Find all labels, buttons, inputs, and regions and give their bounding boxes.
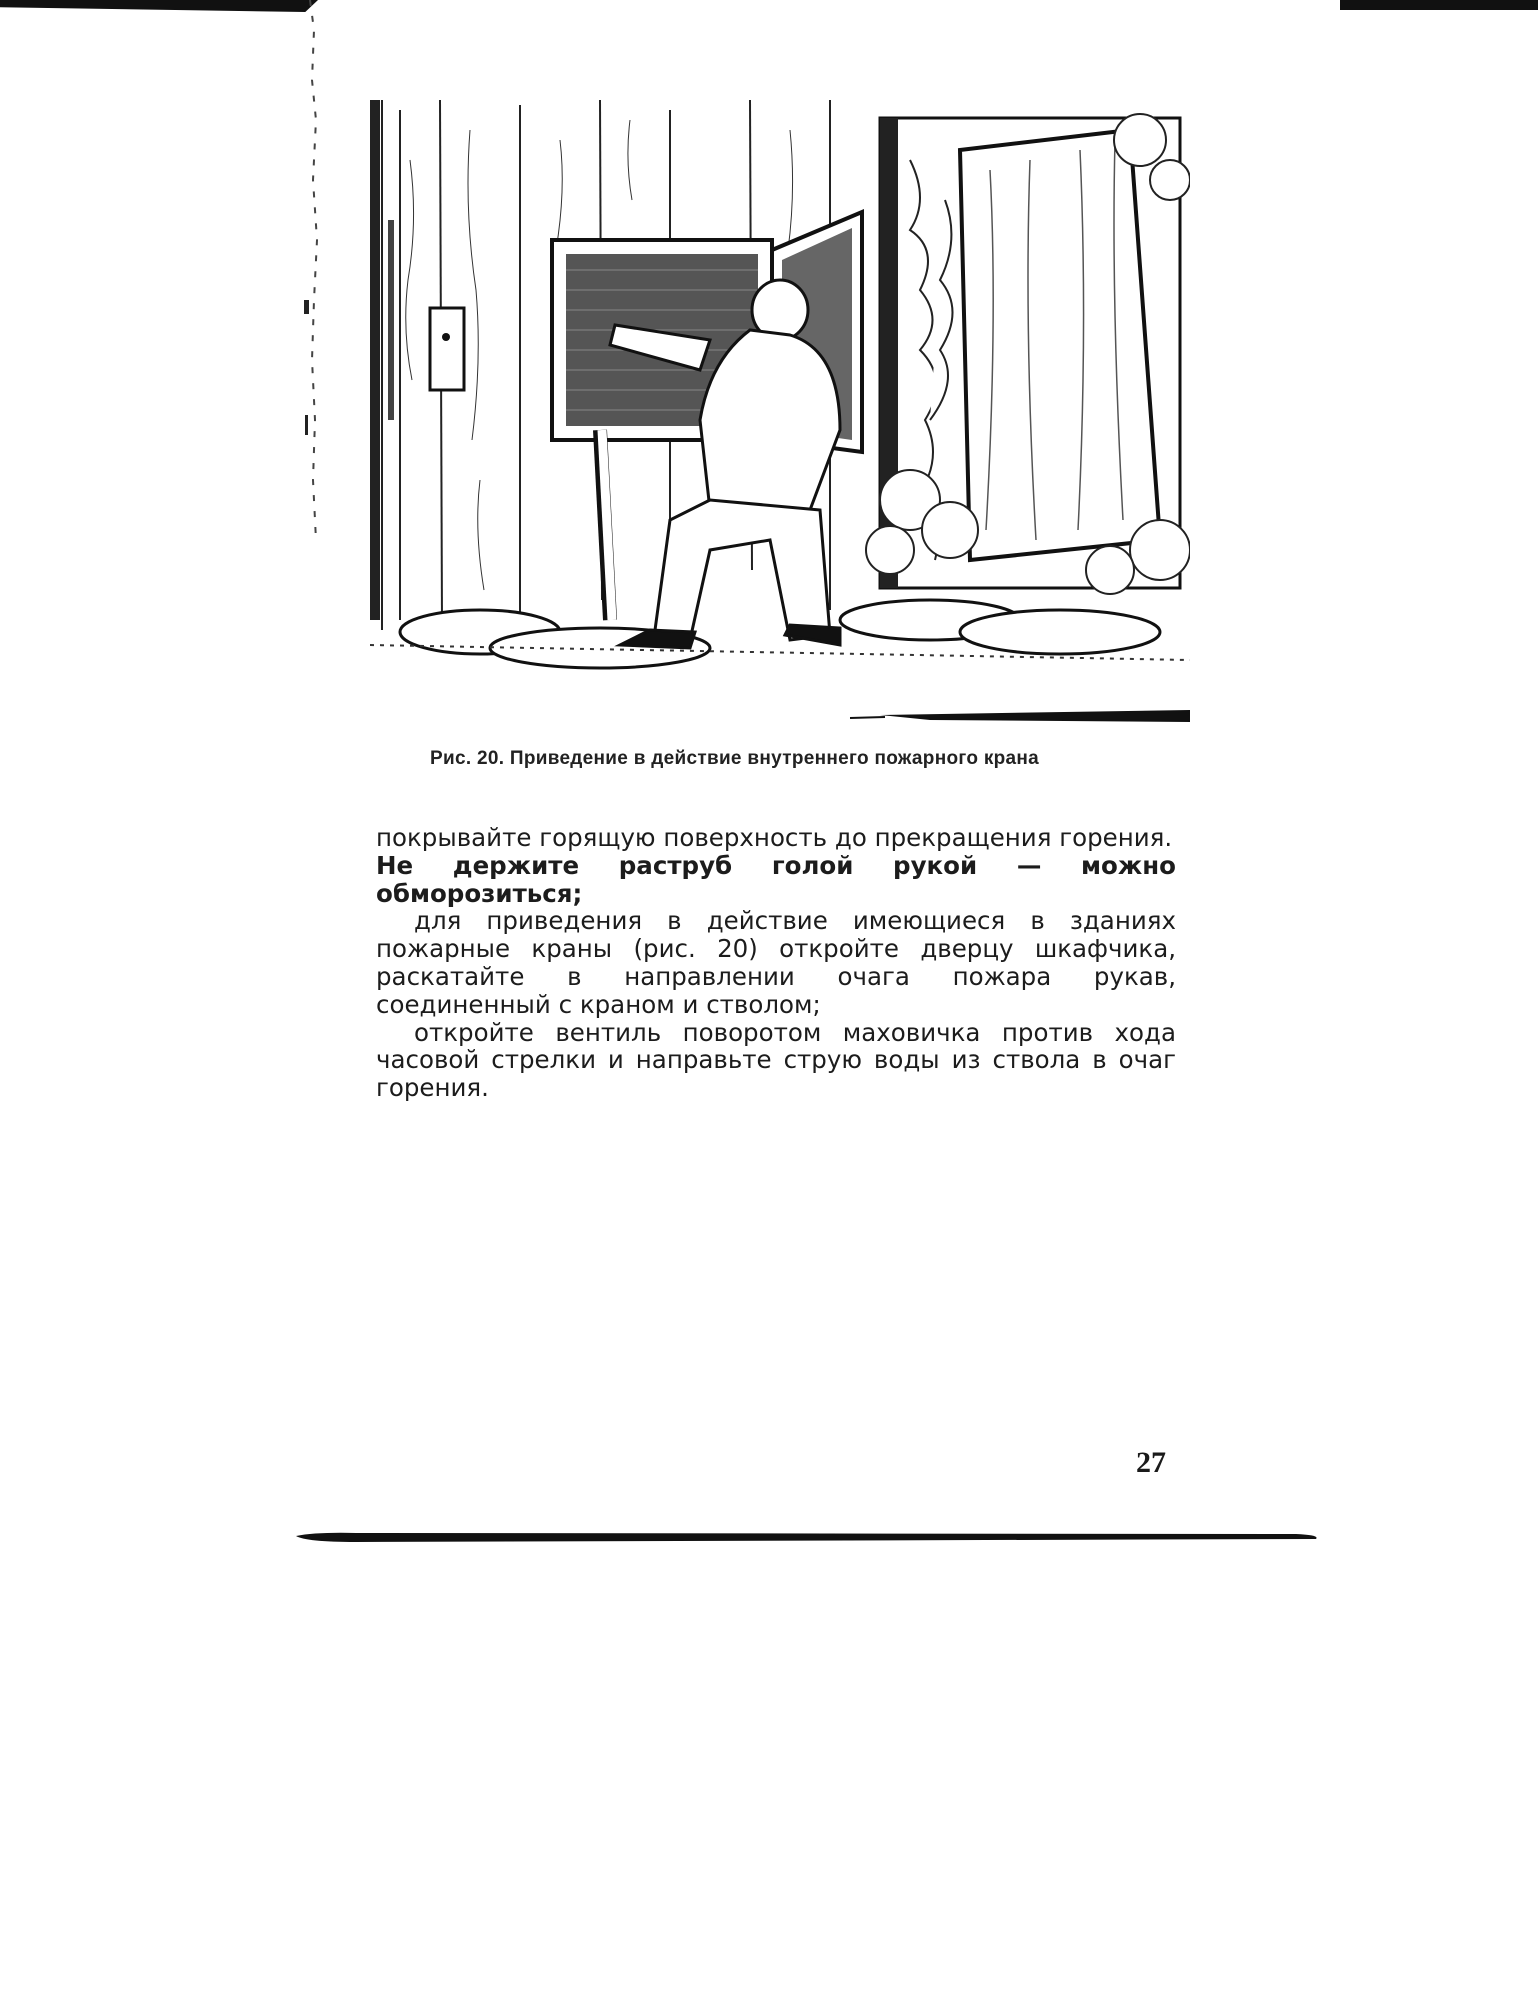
scan-border-top-left [0,0,318,12]
figure-caption: Рис. 20. Приведение в действие внутреннего пожарного крана [430,748,1040,769]
page-number: 27 [1136,1446,1166,1479]
paragraph: откройте вентиль поворотом маховичка против хода часовой стрелки и направьте струю воды из ствола в очаг горения. [376,1017,1176,1103]
scan-border-bottom [296,1530,1320,1544]
paragraph: для приведения в действие имеющиеся в зданиях пожарные краны (рис. 20) откройте дверцу шкафчика, раскатайте в направлении очага пожара рукав, соединенный с краном и стволом; [376,906,1176,1019]
fire-hydrant-illustration [370,100,1190,740]
scan-edge-marks [300,0,330,540]
body-text [376,824,1176,1102]
bold-warning: Не держите раструб голой рукой — можно обморозиться; [376,850,1176,908]
text-line: покрывайте горящую поверхность до прекращения горения. [376,823,1173,852]
scan-border-top-right [1340,0,1538,10]
